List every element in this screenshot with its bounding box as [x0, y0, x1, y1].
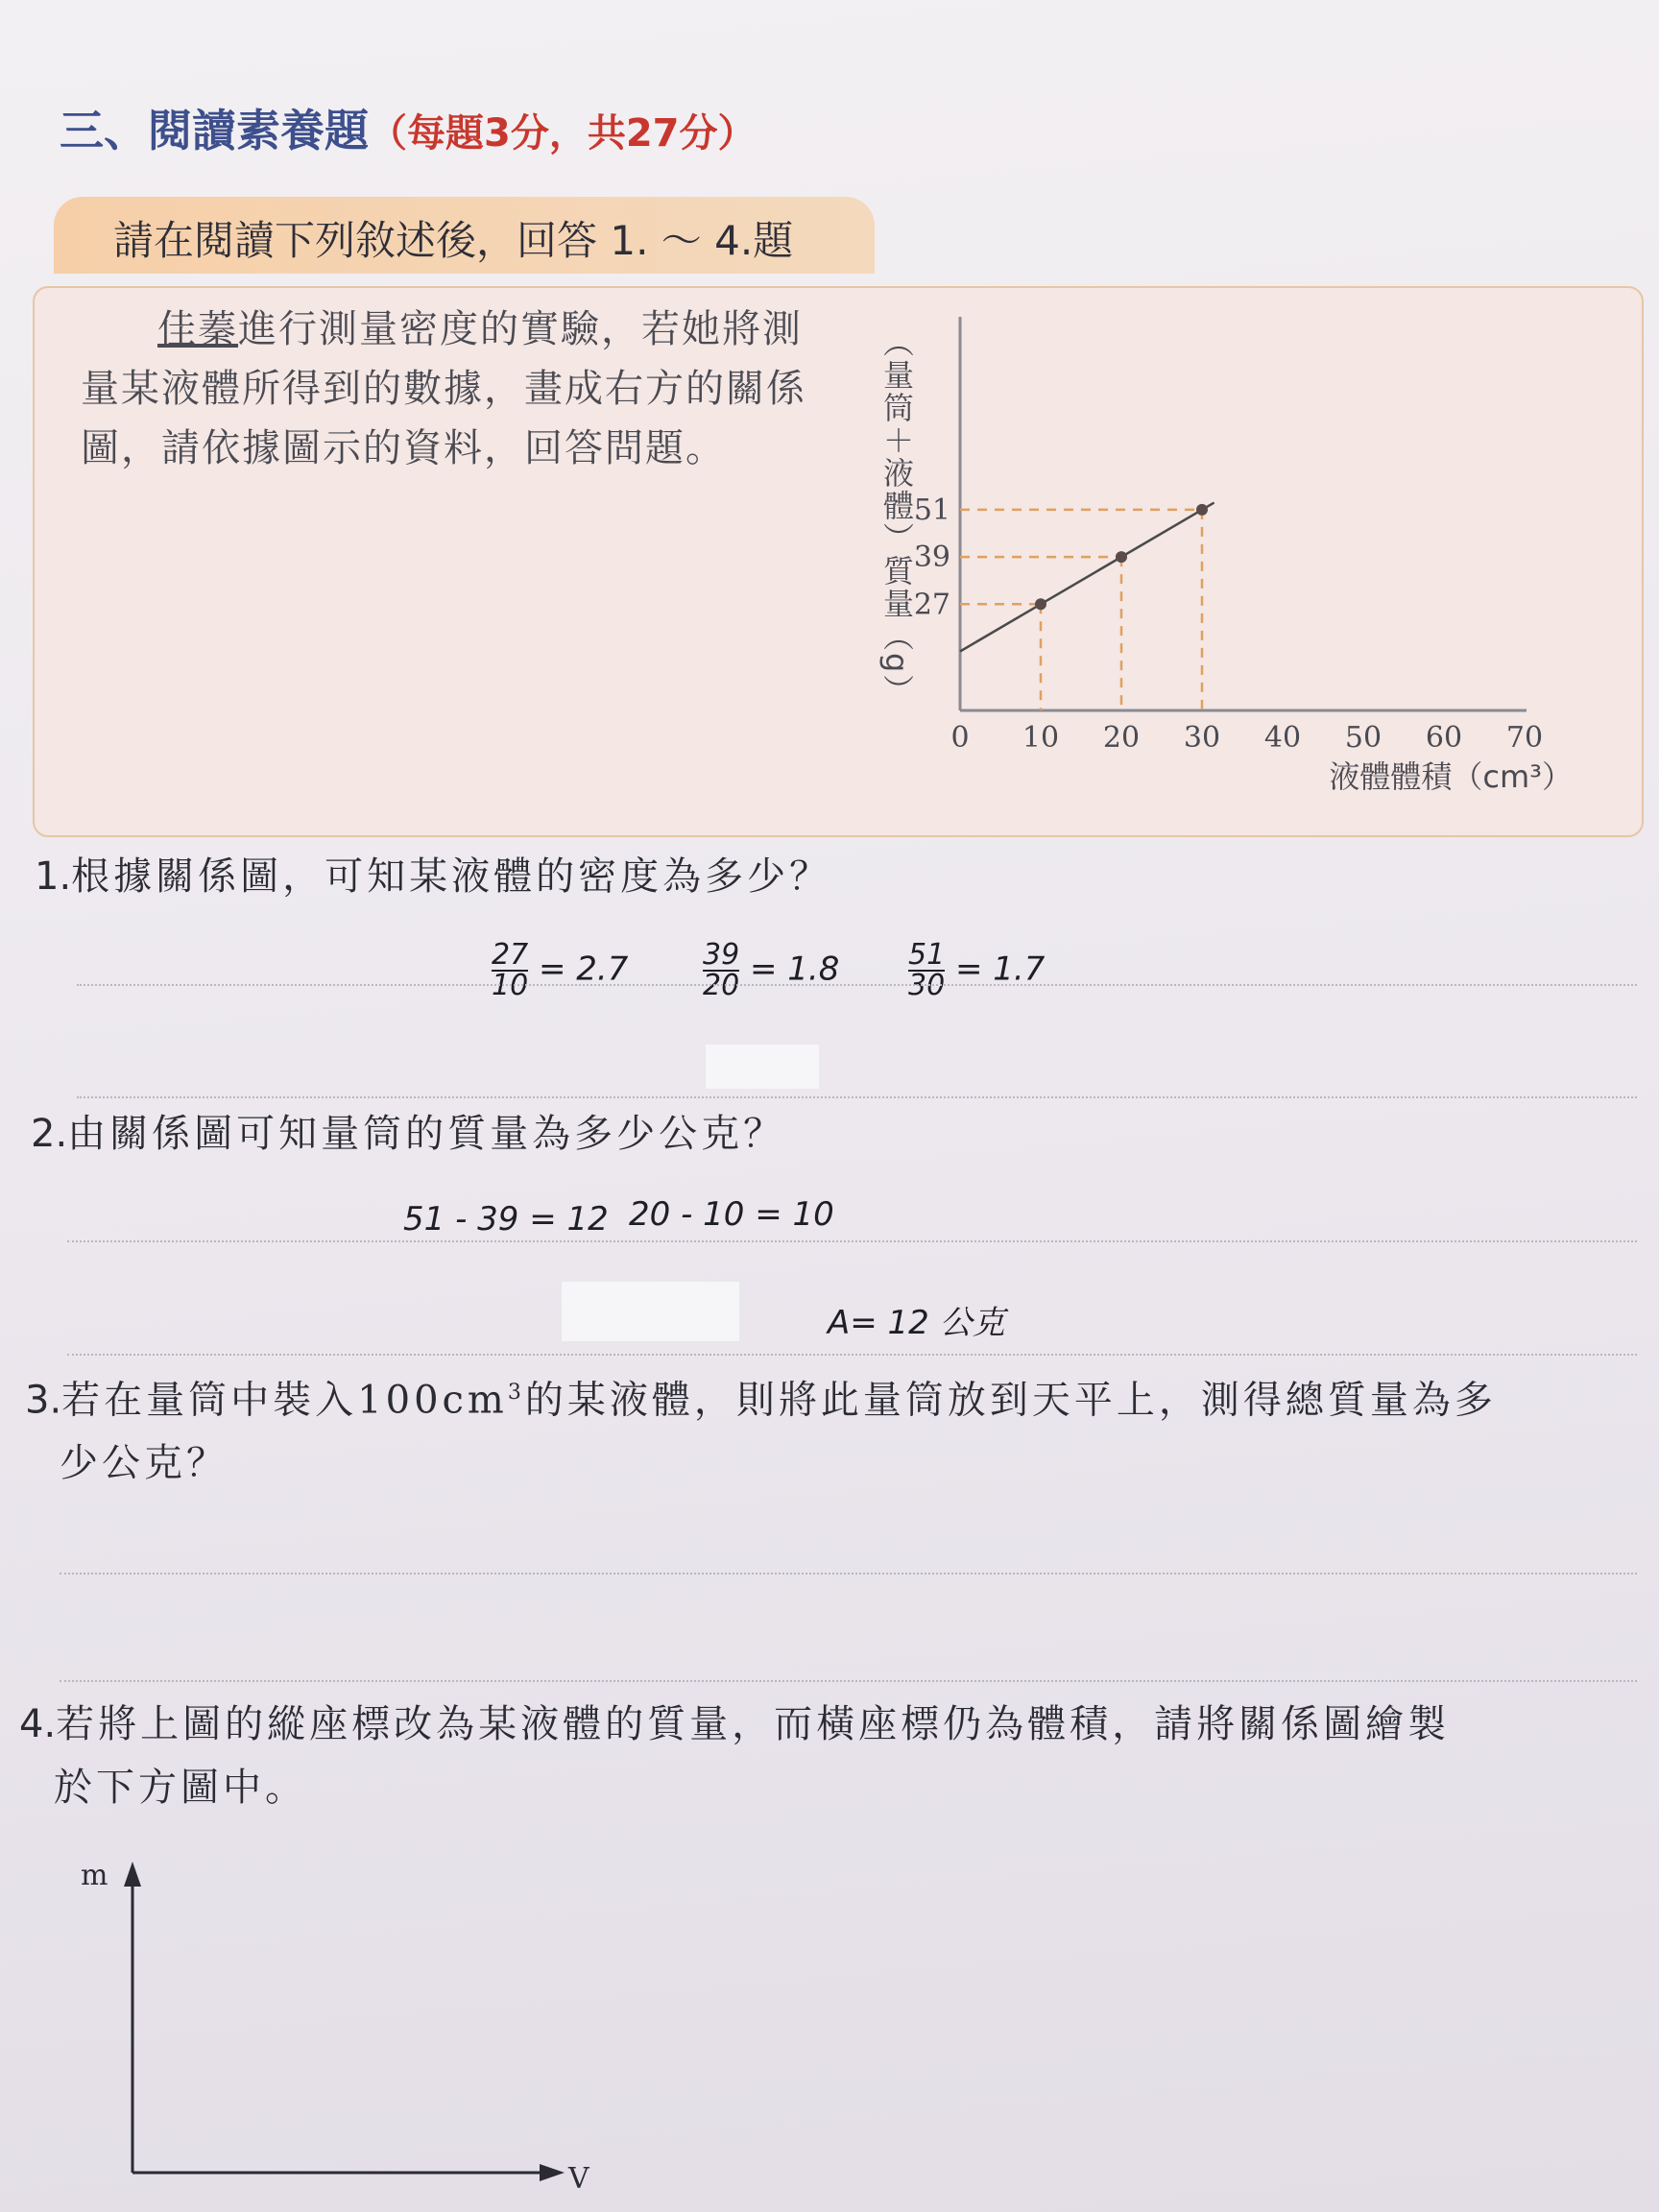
chart-x-tick-label: 20 [1102, 721, 1141, 755]
question-1-text: 根據關係圖，可知某液體的密度為多少？ [71, 854, 832, 899]
q1-frac1-den: 10 [492, 969, 529, 1002]
answer-graph-y-arrow-icon [124, 1862, 141, 1887]
chart-point-0 [1035, 598, 1046, 610]
q1-frac2-num: 39 [703, 938, 740, 972]
erased-patch [706, 1045, 819, 1089]
q1-frac2-result: = 1.8 [750, 950, 840, 989]
erased-patch [562, 1282, 739, 1341]
density-chart [864, 307, 1594, 806]
answer-line [67, 1354, 1637, 1356]
chart-x-tick-label: 40 [1263, 721, 1302, 755]
passage-name: 佳蓁 [157, 307, 238, 351]
chart-x-tick-label: 0 [950, 721, 970, 755]
answer-graph-x-label: V [568, 2162, 589, 2196]
chart-xlabel: 液體體積（cm³） [1329, 758, 1573, 795]
answer-line [67, 1240, 1637, 1242]
question-2 [31, 1102, 785, 1166]
q1-frac3-result: = 1.7 [955, 950, 1046, 989]
chart-x-tick-label: 70 [1505, 721, 1544, 755]
q1-frac2-den: 20 [703, 969, 740, 1002]
section-title [60, 96, 757, 159]
question-3-line-1 [25, 1361, 1657, 1431]
question-4 [19, 1693, 1659, 1819]
q1-frac3-num: 51 [908, 938, 946, 972]
answer-line [60, 1573, 1637, 1575]
answer-graph-axes[interactable] [96, 1848, 576, 2194]
reading-passage [81, 300, 812, 478]
question-1 [35, 845, 831, 908]
chart-x-tick-label: 10 [1022, 721, 1060, 755]
question-3-text-b: 的某液體，則將此量筒放到天平上，測得總質量為多 [524, 1378, 1497, 1423]
question-3-sup: 3 [507, 1381, 525, 1405]
section-title-text: 三、閱讀素養題 [60, 105, 369, 156]
reading-tab-text: 請在閱讀下列敘述後，回答 1. ～ 4.題 [113, 217, 794, 264]
question-3-text-c: 少公克？ [60, 1441, 228, 1486]
q2-handwriting-2: 20 - 10 = 10 [629, 1195, 834, 1234]
question-4-text-a: 若將上圖的縱座標改為某液體的質量，而橫座標仍為體積，請將關係圖繪製 [56, 1702, 1451, 1746]
q1-fraction-3 [908, 938, 946, 1002]
chart-y-tick-label: 27 [913, 588, 950, 622]
question-1-number: 1. [35, 854, 72, 899]
question-4-line-1 [19, 1693, 1659, 1756]
answer-line [77, 984, 1637, 986]
chart-ylabel: （量筒＋液體）質量（g） [878, 326, 915, 708]
chart-x-tick-label: 50 [1344, 721, 1382, 755]
q1-handwriting [492, 938, 1046, 1002]
q1-frac1-num: 27 [492, 938, 529, 972]
q1-fraction-1 [492, 938, 529, 1002]
chart-y-tick-label: 51 [913, 493, 950, 527]
question-3-number: 3. [25, 1378, 62, 1423]
chart-point-2 [1196, 504, 1208, 516]
question-4-number: 4. [19, 1702, 57, 1746]
question-3 [25, 1361, 1657, 1495]
question-2-number: 2. [31, 1112, 68, 1156]
chart-x-tick-label: 60 [1425, 721, 1463, 755]
answer-graph-y-label: m [81, 1859, 108, 1892]
q2-answer: A= 12 公克 [828, 1304, 1005, 1342]
q1-frac1-result: = 2.7 [539, 950, 629, 989]
answer-graph-x-arrow-icon [540, 2164, 565, 2181]
chart-series-line [960, 503, 1214, 652]
section-score: （每題3分，共27分） [369, 111, 757, 156]
passage-text: 進行測量密度的實驗，若她將測量某液體所得到的數據，畫成右方的關係圖，請依據圖示的資料，回答問題。 [81, 307, 806, 470]
chart-point-1 [1116, 551, 1127, 563]
q1-fraction-2 [703, 938, 740, 1002]
question-4-text-b: 於下方圖中。 [54, 1766, 307, 1810]
chart-y-tick-label: 39 [913, 541, 950, 575]
question-3-text-a: 若在量筒中裝入100cm [61, 1378, 508, 1423]
answer-line [60, 1680, 1637, 1682]
q2-handwriting-1: 51 - 39 = 12 [403, 1200, 609, 1238]
chart-x-tick-label: 30 [1183, 721, 1221, 755]
question-2-text: 由關係圖可知量筒的質量為多少公克？ [67, 1112, 786, 1156]
answer-line [77, 1096, 1637, 1098]
q1-frac3-den: 30 [908, 969, 946, 1002]
